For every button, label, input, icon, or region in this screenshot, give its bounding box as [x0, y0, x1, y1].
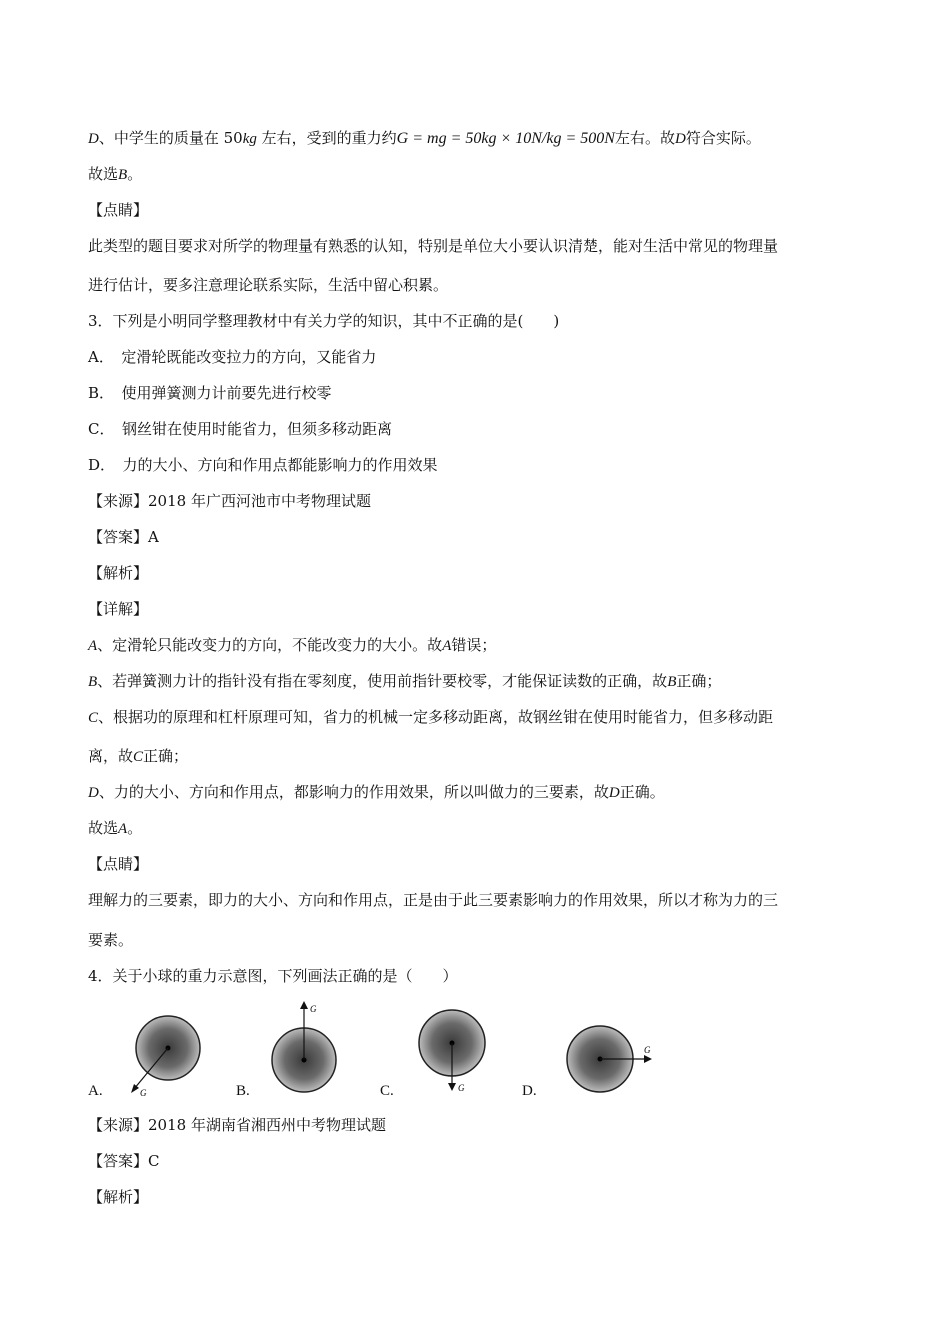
- letter: D: [608, 785, 620, 801]
- explanation-d: [88, 782, 665, 803]
- force-label: G: [458, 1083, 465, 1093]
- question-stem: 3．下列是小明同学整理教材中有关力学的知识，其中不正确的是( ): [88, 312, 560, 330]
- letter: C: [88, 710, 99, 726]
- question-stem: 4．关于小球的重力示意图，下列画法正确的是（ ）: [88, 967, 458, 985]
- text: 正确；: [143, 747, 189, 765]
- answer-letter: B: [118, 167, 128, 183]
- figure-options: [88, 1005, 688, 1105]
- text: 、力的大小、方向和作用点，都影响力的作用效果，所以叫做力的三要素，故: [98, 783, 609, 801]
- answer: 【答案】C: [88, 1152, 160, 1170]
- letter-d: D: [674, 131, 686, 147]
- text: 符合实际。: [685, 129, 761, 147]
- letter: D: [88, 785, 99, 801]
- choose-line: [88, 818, 142, 839]
- text: 正确。: [619, 783, 665, 801]
- section-heading: 【点睛】: [88, 201, 149, 219]
- detail-heading: 【详解】: [88, 600, 149, 618]
- figure-label-c: C.: [380, 1083, 394, 1099]
- figure-label-b: B.: [236, 1083, 250, 1099]
- letter: A: [442, 638, 452, 654]
- text: 故选: [88, 165, 119, 183]
- text: 、中学生的质量在 50: [98, 129, 243, 147]
- answer-letter: A: [118, 821, 128, 837]
- explanation-c: [88, 707, 773, 728]
- source: 【来源】2018 年广西河池市中考物理试题: [88, 492, 371, 510]
- text: 左右，受到的重力约: [256, 129, 397, 147]
- explanation-b: [88, 671, 721, 692]
- figure-d-ball: [564, 1017, 664, 1102]
- figure-label-a: A.: [88, 1083, 103, 1099]
- paragraph: 进行估计，要多注意理论联系实际，生活中留心积累。: [88, 276, 449, 294]
- force-label: G: [140, 1088, 147, 1098]
- force-label: G: [310, 1004, 317, 1014]
- option-c: C． 钢丝钳在使用时能省力，但须多移动距离: [88, 420, 392, 438]
- text: 。: [127, 819, 143, 837]
- figure-label-d: D.: [522, 1083, 537, 1099]
- gravity-formula: G = mg = 50kg × 10N/kg = 500N: [396, 130, 615, 147]
- text: 故选: [88, 819, 119, 837]
- text: 正确；: [676, 672, 722, 690]
- force-label: G: [644, 1045, 651, 1055]
- source: 【来源】2018 年湖南省湘西州中考物理试题: [88, 1116, 386, 1134]
- paragraph: 要素。: [88, 931, 134, 949]
- text: 、根据功的原理和杠杆原理可知，省力的机械一定多移动距离，故钢丝钳在使用时能省力，但多移动距: [98, 708, 774, 726]
- text: 、定滑轮只能改变力的方向，不能改变力的大小。故: [97, 636, 443, 654]
- explanation-c-cont: [88, 746, 188, 767]
- option-d-explanation: [88, 128, 761, 149]
- text: 错误；: [451, 636, 497, 654]
- text: 左右。故: [614, 129, 675, 147]
- letter: B: [88, 674, 98, 690]
- option-a: A． 定滑轮既能改变拉力的方向，又能省力: [88, 348, 377, 366]
- letter-d: D: [88, 131, 99, 147]
- letter: C: [133, 749, 144, 765]
- choose-line: [88, 164, 142, 185]
- text: 、若弹簧测力计的指针没有指在零刻度，使用前指针要校零，才能保证读数的正确，故: [97, 672, 668, 690]
- explanation-a: [88, 635, 496, 656]
- section-heading: 【点睛】: [88, 855, 149, 873]
- paragraph: 理解力的三要素，即力的大小、方向和作用点，正是由于此三要素影响力的作用效果，所以才称为力的三: [88, 891, 779, 909]
- figure-b-ball: [268, 1000, 348, 1100]
- paragraph: 此类型的题目要求对所学的物理量有熟悉的认知，特别是单位大小要认识清楚，能对生活中常见的物理量: [88, 237, 779, 255]
- analysis-heading: 【解析】: [88, 1188, 149, 1206]
- answer: 【答案】A: [88, 528, 159, 546]
- text: 离，故: [88, 747, 134, 765]
- option-b: B． 使用弹簧测力计前要先进行校零: [88, 384, 332, 402]
- analysis-heading: 【解析】: [88, 564, 149, 582]
- figure-a-ball: [128, 1013, 208, 1098]
- unit-kg: kg: [242, 131, 257, 147]
- figure-c-ball: [412, 1005, 492, 1100]
- letter: B: [667, 674, 677, 690]
- option-d: D． 力的大小、方向和作用点都能影响力的作用效果: [88, 456, 438, 474]
- letter: A: [88, 638, 98, 654]
- text: 。: [127, 165, 143, 183]
